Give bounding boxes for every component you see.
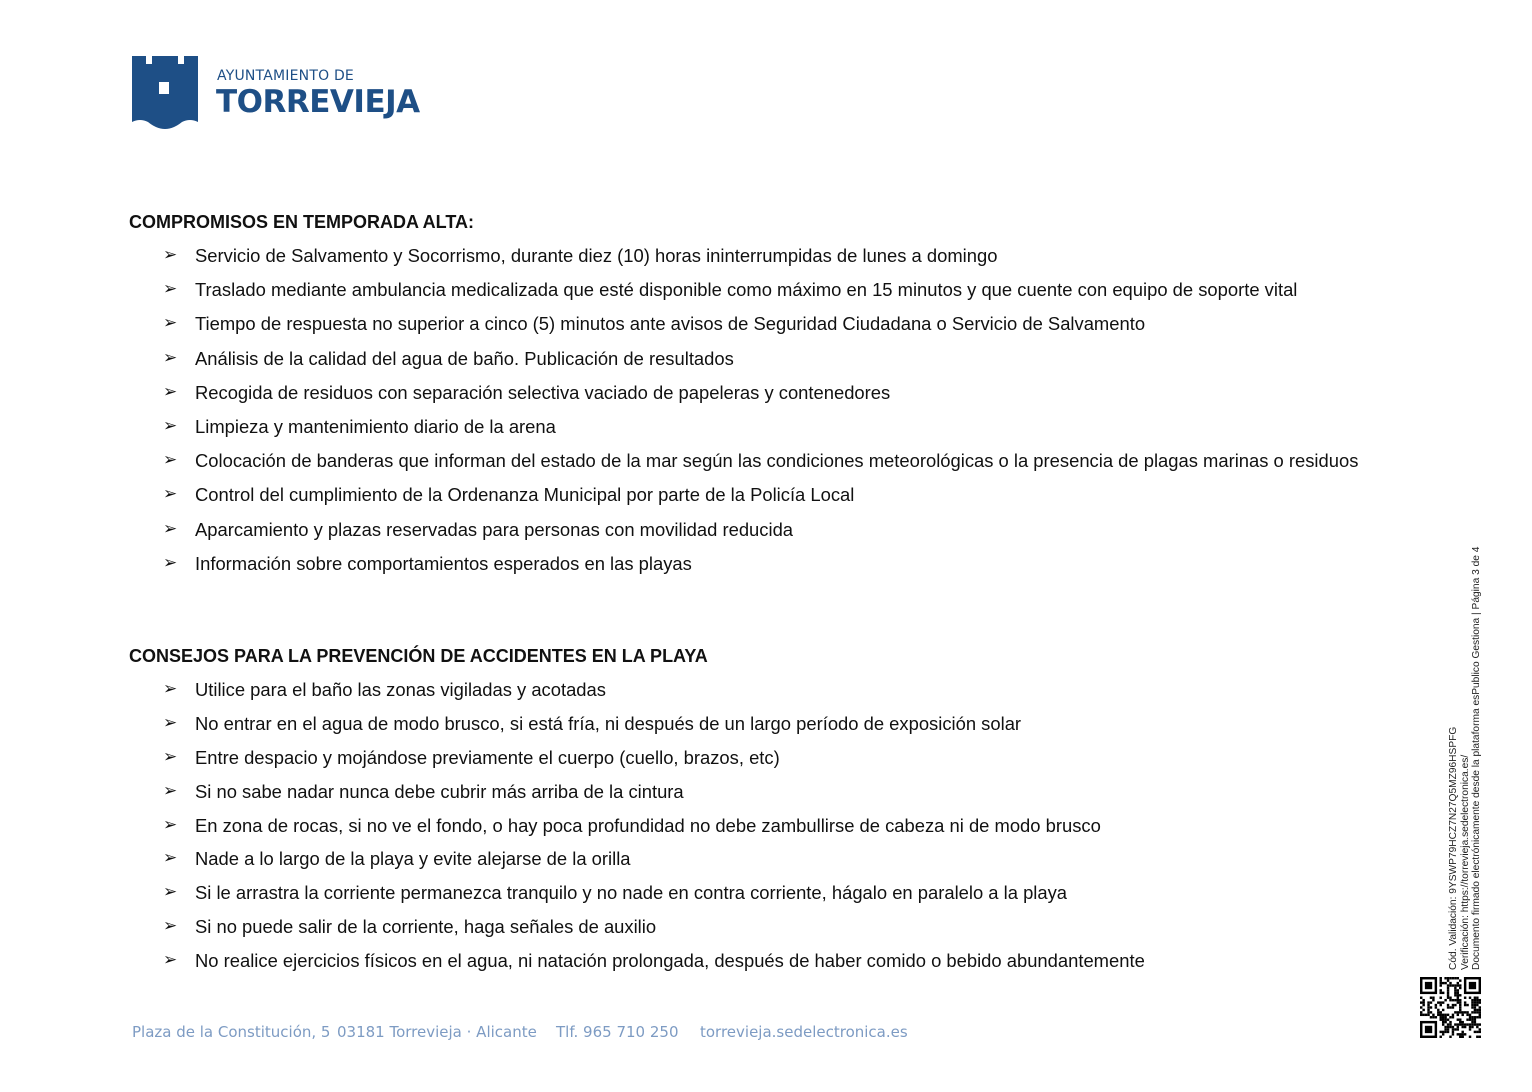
- arrow-bullet-icon: ➢: [163, 245, 178, 265]
- arrow-bullet-icon: ➢: [163, 679, 178, 699]
- list-item-text: Recogida de residuos con separación selectiva vaciado de papeleras y contenedores: [195, 381, 891, 403]
- list-item: [129, 518, 1419, 541]
- section-title: CONSEJOS PARA LA PREVENCIÓN DE ACCIDENTES EN LA PLAYA: [129, 646, 708, 666]
- validation-note: [1448, 547, 1483, 970]
- footer-city: 03181 Torrevieja · Alicante: [337, 1023, 537, 1041]
- list-item-text: En zona de rocas, si no ve el fondo, o hay poca profundidad no debe zambullirse de cabeza ni de modo brusco: [195, 814, 1101, 836]
- list-item: [129, 415, 1419, 438]
- signature-note: Documento firmado electrónicamente desde la plataforma esPublico Gestiona | Página 3 de 4: [1471, 546, 1483, 970]
- castle-tower-icon: [130, 52, 200, 134]
- list-item-text: Si no sabe nadar nunca debe cubrir más arriba de la cintura: [195, 780, 684, 802]
- section-title: COMPROMISOS EN TEMPORADA ALTA:: [129, 212, 474, 232]
- list-item-text: Colocación de banderas que informan del estado de la mar según las condiciones meteorológicas o la presencia de plagas marinas o residuos: [195, 450, 1359, 472]
- list-item: [129, 552, 1419, 575]
- arrow-bullet-icon: ➢: [163, 814, 178, 835]
- list-item: [129, 347, 1419, 370]
- arrow-bullet-icon: ➢: [163, 450, 178, 471]
- list-item-text: Si no puede salir de la corriente, haga señales de auxilio: [195, 916, 657, 938]
- logo-title: TORREVIEJA: [216, 84, 420, 120]
- arrow-bullet-icon: ➢: [163, 381, 178, 402]
- arrow-bullet-icon: ➢: [163, 347, 178, 368]
- list-item: [129, 449, 1419, 472]
- list-item: [129, 881, 1419, 904]
- safety-tips-list: [129, 678, 1419, 972]
- list-item: [129, 949, 1419, 972]
- list-item-text: Entre despacio y mojándose previamente el cuerpo (cuello, brazos, etc): [195, 746, 780, 768]
- list-item: [129, 278, 1419, 301]
- list-item: [129, 847, 1419, 870]
- arrow-bullet-icon: ➢: [163, 780, 178, 801]
- list-item-text: Información sobre comportamientos esperados en las playas: [195, 552, 692, 574]
- list-item-text: Limpieza y mantenimiento diario de la arena: [195, 415, 556, 437]
- list-item-text: Análisis de la calidad del agua de baño. Publicación de resultados: [195, 347, 734, 369]
- arrow-bullet-icon: ➢: [163, 746, 178, 767]
- footer: [0, 1023, 1532, 1043]
- list-item: [129, 244, 1419, 267]
- arrow-bullet-icon: ➢: [163, 848, 178, 869]
- list-item-text: Aparcamiento y plazas reservadas para personas con movilidad reducida: [195, 518, 794, 540]
- list-item-text: No entrar en el agua de modo brusco, si está fría, ni después de un largo período de exposición solar: [195, 712, 1022, 734]
- logo-subtitle: AYUNTAMIENTO DE: [217, 68, 354, 84]
- list-item-text: No realice ejercicios físicos en el agua, ni natación prolongada, después de haber comido o bebido abundantemente: [195, 950, 1145, 972]
- list-item: [129, 712, 1419, 735]
- list-item: [129, 746, 1419, 769]
- list-item: [129, 780, 1419, 803]
- arrow-bullet-icon: ➢: [163, 950, 178, 971]
- footer-phone: Tlf. 965 710 250: [556, 1023, 679, 1041]
- section-commitments: [129, 211, 1419, 586]
- list-item-text: Utilice para el baño las zonas vigiladas y acotadas: [195, 679, 606, 700]
- list-item-text: Servicio de Salvamento y Socorrismo, durante diez (10) horas ininterrumpidas de lunes a domingo: [195, 245, 998, 266]
- list-item-text: Control del cumplimiento de la Ordenanza Municipal por parte de la Policía Local: [195, 484, 855, 506]
- arrow-bullet-icon: ➢: [163, 415, 178, 436]
- arrow-bullet-icon: ➢: [163, 279, 178, 300]
- arrow-bullet-icon: ➢: [163, 882, 178, 903]
- list-item-text: Si le arrastra la corriente permanezca tranquilo y no nade en contra corriente, hágalo en paralelo a la playa: [195, 882, 1068, 904]
- arrow-bullet-icon: ➢: [163, 484, 178, 505]
- list-item: [129, 381, 1419, 404]
- list-item: [129, 915, 1419, 938]
- list-item-text: Tiempo de respuesta no superior a cinco (5) minutos ante avisos de Seguridad Ciudadana o Servicio de Salvamento: [195, 313, 1146, 335]
- arrow-bullet-icon: ➢: [163, 518, 178, 539]
- list-item: [129, 483, 1419, 506]
- list-item: [129, 814, 1419, 837]
- list-item: [129, 678, 1419, 701]
- logo: [130, 52, 430, 134]
- arrow-bullet-icon: ➢: [163, 552, 178, 573]
- section-safety-tips: [129, 645, 1419, 983]
- list-item: [129, 312, 1419, 335]
- footer-address: Plaza de la Constitución, 5: [132, 1023, 331, 1041]
- validation-code: Cód. Validación: 9YSWP79HCZ7N27Q5MZ96HSPFG: [1448, 726, 1459, 970]
- verification-link[interactable]: Verificación: https://torrevieja.sedelectronica.es/: [1459, 754, 1471, 970]
- arrow-bullet-icon: ➢: [163, 916, 178, 937]
- list-item-text: Traslado mediante ambulancia medicalizada que esté disponible como máximo en 15 minutos y que cuente con equipo de soporte vital: [195, 279, 1298, 301]
- commitments-list: [129, 244, 1419, 575]
- list-item-text: Nade a lo largo de la playa y evite alejarse de la orilla: [195, 848, 631, 870]
- arrow-bullet-icon: ➢: [163, 313, 178, 334]
- arrow-bullet-icon: ➢: [163, 712, 178, 733]
- footer-website[interactable]: torrevieja.sedelectronica.es: [700, 1023, 908, 1041]
